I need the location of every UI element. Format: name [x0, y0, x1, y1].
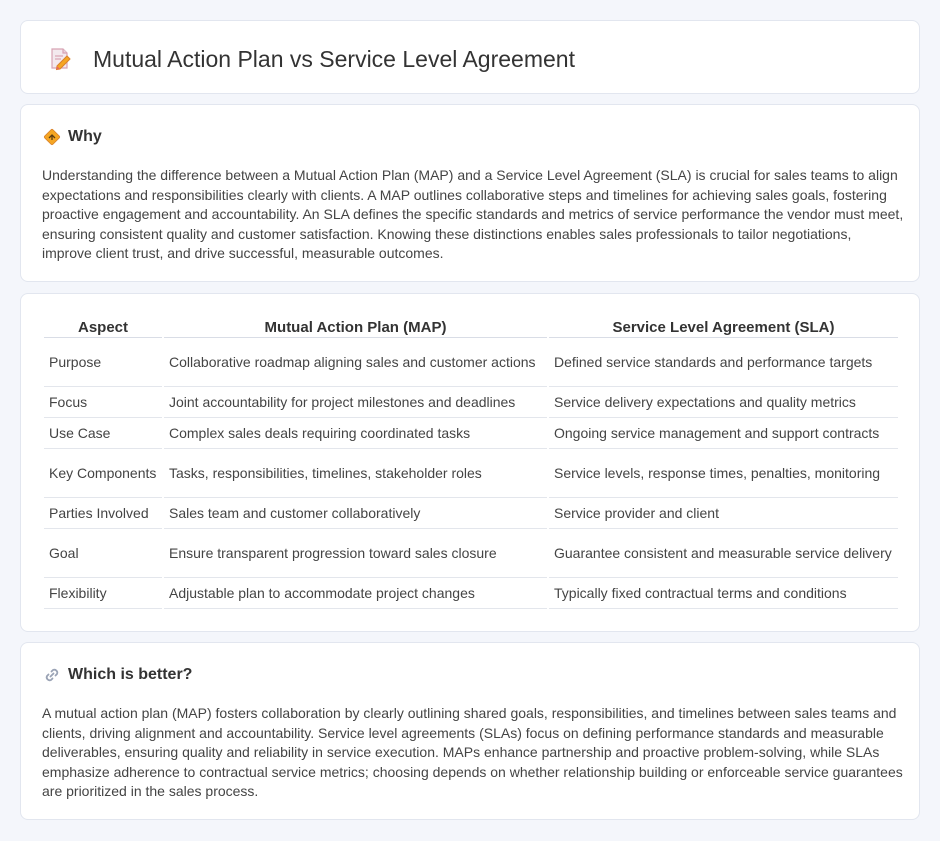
link-icon	[43, 666, 61, 684]
comparison-table-card	[20, 293, 920, 632]
table-cell-sla: Service levels, response times, penalties, monitoring	[549, 449, 898, 498]
diamond-road-sign-icon	[43, 128, 61, 146]
table-header-row	[44, 315, 898, 338]
table-cell-sla: Guarantee consistent and measurable service delivery	[549, 529, 898, 578]
table-cell-map: Adjustable plan to accommodate project changes	[164, 578, 547, 609]
table-cell-aspect: Goal	[44, 529, 162, 578]
table-cell-aspect: Parties Involved	[44, 498, 162, 529]
table-row	[44, 449, 898, 498]
better-text: A mutual action plan (MAP) fosters collaboration by clearly outlining shared goals, responsibilities, and timelines between sales teams and clients, driving alignment and accountability. Service level agreements (SLAs) focus on defining performance standards and measurable deliverables, ensuring quality and reliability in service execution. MAPs enhance partnership and proactive problem-solving, while SLAs emphasize adherence to contractual service metrics; choosing depends on whether relationship building or enforceable service guarantees are prioritized in the sales process.	[42, 705, 903, 799]
why-heading	[43, 127, 102, 147]
table-cell-sla: Service delivery expectations and quality metrics	[549, 387, 898, 418]
table-cell-map: Joint accountability for project milestones and deadlines	[164, 387, 547, 418]
table-cell-map: Complex sales deals requiring coordinated tasks	[164, 418, 547, 449]
header-card	[20, 20, 920, 94]
which-is-better-section	[20, 642, 920, 820]
table-cell-map: Tasks, responsibilities, timelines, stakeholder roles	[164, 449, 547, 498]
page-title: Mutual Action Plan vs Service Level Agreement	[93, 46, 575, 72]
table-row	[44, 578, 898, 609]
column-header-aspect: Aspect	[44, 315, 162, 338]
table-cell-aspect: Key Components	[44, 449, 162, 498]
table-cell-sla: Ongoing service management and support contracts	[549, 418, 898, 449]
why-title: Why	[68, 128, 102, 145]
table-cell-aspect: Focus	[44, 387, 162, 418]
why-text: Understanding the difference between a Mutual Action Plan (MAP) and a Service Level Agreement (SLA) is crucial for sales teams to align expectations and responsibilities clearly with clients. A MAP outlines collaborative steps and timelines for achieving sales goals, fostering proactive engagement and accountability. An SLA defines the specific standards and metrics of service performance the vendor must meet, ensuring consistent quality and customer satisfaction. Knowing these distinctions enables sales professionals to tailor negotiations, improve client trust, and drive successful, measurable outcomes.	[42, 167, 904, 261]
table-cell-aspect: Use Case	[44, 418, 162, 449]
table-row	[44, 418, 898, 449]
comparison-table	[42, 315, 900, 609]
why-section	[20, 104, 920, 282]
table-cell-aspect: Purpose	[44, 338, 162, 387]
table-cell-sla: Defined service standards and performance targets	[549, 338, 898, 387]
table-cell-map: Collaborative roadmap aligning sales and customer actions	[164, 338, 547, 387]
table-cell-map: Ensure transparent progression toward sales closure	[164, 529, 547, 578]
table-cell-sla: Service provider and client	[549, 498, 898, 529]
column-header-sla: Service Level Agreement (SLA)	[549, 315, 898, 338]
table-row	[44, 338, 898, 387]
table-row	[44, 529, 898, 578]
column-header-map: Mutual Action Plan (MAP)	[164, 315, 547, 338]
table-cell-aspect: Flexibility	[44, 578, 162, 609]
table-row	[44, 387, 898, 418]
better-heading	[43, 665, 192, 685]
table-row	[44, 498, 898, 529]
document-pencil-icon	[49, 47, 71, 71]
table-cell-sla: Typically fixed contractual terms and conditions	[549, 578, 898, 609]
better-title: Which is better?	[68, 666, 193, 683]
table-cell-map: Sales team and customer collaboratively	[164, 498, 547, 529]
